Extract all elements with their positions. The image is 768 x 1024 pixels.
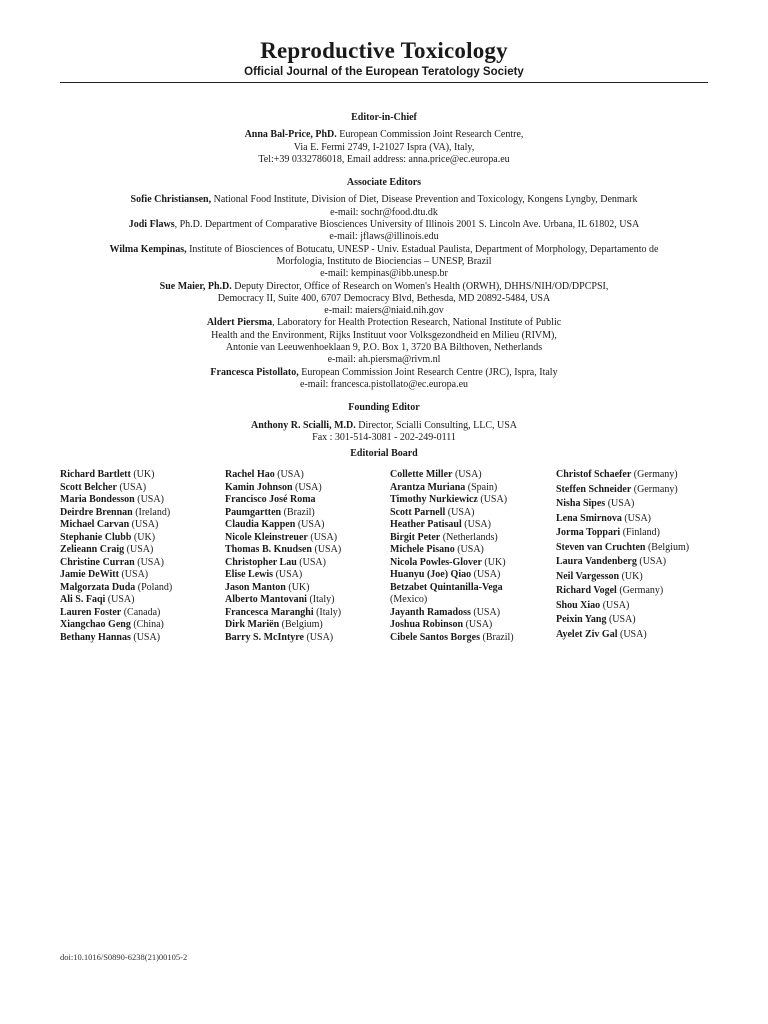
member-country: (Belgium) xyxy=(647,541,690,553)
board-member xyxy=(225,594,390,606)
member-name: Christopher Lau xyxy=(225,556,297,568)
board-member xyxy=(390,632,555,644)
associate-editor-entry xyxy=(60,317,708,329)
editor-email: e-mail: kempinas@ibb.unesp.br xyxy=(320,268,448,280)
header-divider xyxy=(60,82,708,83)
member-name: Francisco José Roma xyxy=(225,494,316,505)
member-name: Deirdre Brennan xyxy=(60,506,133,518)
board-member xyxy=(390,619,555,631)
board-member xyxy=(390,469,555,481)
member-name: Joshua Robinson xyxy=(390,619,464,630)
board-column xyxy=(556,469,721,643)
board-member xyxy=(225,482,390,494)
editor-name: Aldert Piersma xyxy=(206,317,273,329)
board-member xyxy=(60,532,225,544)
member-country: (USA) xyxy=(126,544,154,555)
member-country: (USA) xyxy=(131,519,159,530)
journal-title: Reproductive Toxicology xyxy=(260,38,508,63)
section-heading: Associate Editors xyxy=(346,177,422,189)
member-name: Jamie DeWitt xyxy=(60,569,119,580)
member-name: Birgit Peter xyxy=(390,531,441,543)
member-name: Nicole Kleinstreuer xyxy=(225,531,308,543)
board-member xyxy=(60,494,225,506)
member-country: (USA) xyxy=(619,628,647,640)
member-country: (USA) xyxy=(639,556,667,567)
board-member xyxy=(556,484,721,496)
editors-content xyxy=(60,112,708,455)
board-member xyxy=(60,469,225,481)
board-member xyxy=(556,614,721,626)
member-country: (Poland) xyxy=(137,581,173,593)
editorial-board-heading: Editorial Board xyxy=(350,448,418,459)
board-member xyxy=(225,569,390,581)
member-name: Christine Curran xyxy=(60,556,135,568)
board-member xyxy=(60,557,225,569)
member-name: Peixin Yang xyxy=(556,614,607,625)
board-member xyxy=(225,619,390,631)
board-member xyxy=(556,542,721,554)
associate-editors-section xyxy=(60,177,708,391)
board-member xyxy=(225,494,390,506)
member-name: Scott Belcher xyxy=(60,481,117,493)
board-member xyxy=(556,629,721,641)
section-heading: Founding Editor xyxy=(348,402,420,414)
member-name: Neil Vargesson xyxy=(556,570,620,582)
board-member xyxy=(390,582,555,594)
board-member xyxy=(390,607,555,619)
member-name: Heather Patisaul xyxy=(390,519,462,530)
board-member xyxy=(225,544,390,556)
masthead xyxy=(60,38,708,79)
member-name: Claudia Kappen xyxy=(225,519,296,530)
member-name: Zelieann Craig xyxy=(60,544,125,555)
board-member xyxy=(225,507,390,519)
board-member xyxy=(60,619,225,631)
board-member xyxy=(225,582,390,594)
member-country: (USA) xyxy=(277,469,304,480)
editor-email: e-mail: jflaws@illinois.edu xyxy=(329,231,439,243)
member-country: (USA) xyxy=(275,569,303,580)
member-name: Collette Miller xyxy=(390,469,453,480)
board-member xyxy=(390,569,555,581)
member-country: (USA) xyxy=(473,569,501,580)
member-country: (China) xyxy=(133,619,164,630)
member-country: (USA) xyxy=(314,544,342,555)
board-column xyxy=(390,469,555,644)
board-member xyxy=(390,594,555,606)
member-country: (Brazil) xyxy=(283,506,315,518)
member-name: Nisha Sipes xyxy=(556,498,606,509)
member-name: Richard Bartlett xyxy=(60,469,131,480)
member-name: Kamin Johnson xyxy=(225,481,293,493)
board-member xyxy=(556,585,721,597)
board-member xyxy=(390,544,555,556)
member-country: (USA) xyxy=(480,494,508,505)
editor-name: Wilma Kempinas, xyxy=(109,243,187,255)
member-name: Maria Bondesson xyxy=(60,494,135,505)
member-name: Dirk Mariën xyxy=(225,619,280,630)
editor-in-chief-section xyxy=(60,112,708,166)
member-country: (Italy) xyxy=(316,606,342,618)
editor-contact-line: Tel:+39 0332786018, Email address: anna.price@ec.europa.eu xyxy=(258,153,510,165)
board-column xyxy=(60,469,225,644)
member-name: Laura Vandenberg xyxy=(556,556,637,567)
member-country: (Ireland) xyxy=(135,506,171,518)
board-member xyxy=(225,469,390,481)
member-country: (UK) xyxy=(484,556,506,568)
board-member xyxy=(390,482,555,494)
editor-name: Sofie Christiansen, xyxy=(130,194,212,206)
member-country: (Belgium) xyxy=(281,619,323,630)
board-member xyxy=(225,607,390,619)
member-country: (USA) xyxy=(464,519,491,530)
member-name: Timothy Nurkiewicz xyxy=(390,494,478,505)
editor-contact-line: Fax : 301-514-3081 - 202-249-0111 xyxy=(312,431,456,443)
board-member xyxy=(60,632,225,644)
editor-name: Francesca Pistollato, xyxy=(210,366,299,378)
member-country: (USA) xyxy=(137,494,164,505)
associate-editor-entry xyxy=(60,194,708,206)
member-name: Jason Manton xyxy=(225,581,286,593)
member-country: (Germany) xyxy=(633,469,678,480)
editor-line: Health and the Environment, Rijks Instituut voor Volksgezondheid en Milieu (RIVM), xyxy=(211,329,557,341)
editor-name: Anna Bal-Price, PhD. xyxy=(244,129,337,141)
board-member xyxy=(60,482,225,494)
member-country: (USA) xyxy=(473,606,501,618)
member-name: Francesca Maranghi xyxy=(225,606,314,618)
member-name: Elise Lewis xyxy=(225,569,274,580)
editor-line: Morfologia, Instituto de Biociencias – UNESP, Brazil xyxy=(276,255,492,267)
board-member xyxy=(225,632,390,644)
board-member xyxy=(556,469,721,481)
member-name: Richard Vogel xyxy=(556,585,617,596)
board-member xyxy=(390,507,555,519)
member-country: (Germany) xyxy=(619,585,664,596)
section-heading: Editor-in-Chief xyxy=(351,112,417,123)
board-member xyxy=(225,557,390,569)
board-member xyxy=(390,557,555,569)
board-member xyxy=(60,607,225,619)
board-member xyxy=(556,600,721,612)
editor-email: e-mail: ah.piersma@rivm.nl xyxy=(327,354,441,366)
member-name: Ali S. Faqi xyxy=(60,594,106,605)
member-name: Lena Smirnova xyxy=(556,512,622,524)
member-name: Scott Parnell xyxy=(390,506,446,518)
board-member xyxy=(60,519,225,531)
member-country: (USA) xyxy=(624,512,652,524)
doi-footer: doi:10.1016/S0890-6238(21)00105-2 xyxy=(60,952,188,962)
member-country: (UK) xyxy=(133,531,156,543)
board-member xyxy=(556,498,721,510)
editor-line: , Ph.D. Department of Comparative Biosciences University of Illinois 2001 S. Lincoln Ave. Urbana, IL 61802, USA xyxy=(174,219,640,231)
member-name: Bethany Hannas xyxy=(60,631,131,643)
editor-email: e-mail: maiers@niaid.nih.gov xyxy=(324,305,444,317)
editor-line: Deputy Director, Office of Research on Women's Health (ORWH), DHHS/NIH/OD/DPCPSI, xyxy=(234,280,609,292)
member-name: Michele Pisano xyxy=(390,544,455,555)
editor-line: European Commission Joint Research Centre (JRC), Ispra, Italy xyxy=(301,366,558,378)
member-country: (Mexico) xyxy=(390,594,428,605)
member-country: (Netherlands) xyxy=(442,531,498,543)
board-member xyxy=(390,494,555,506)
member-country: (USA) xyxy=(454,469,482,480)
board-member xyxy=(556,527,721,539)
associate-editor-entry xyxy=(60,244,708,256)
member-name: Arantza Muriana xyxy=(390,481,466,493)
member-country: (USA) xyxy=(107,594,135,605)
associate-editor-entry xyxy=(60,367,708,379)
member-name: Betzabet Quintanilla-Vega xyxy=(390,581,503,593)
member-country: (UK) xyxy=(621,570,643,582)
member-country: (USA) xyxy=(447,506,475,518)
member-name: Ayelet Ziv Gal xyxy=(556,628,618,640)
editor-name: Jodi Flaws xyxy=(128,219,175,231)
editor-line: European Commission Joint Research Centre, xyxy=(339,129,524,141)
member-name: Paumgartten xyxy=(225,506,282,518)
board-member xyxy=(60,582,225,594)
board-member xyxy=(556,571,721,583)
member-country: (USA) xyxy=(137,556,164,568)
member-country: (USA) xyxy=(121,569,149,580)
member-name: Lauren Foster xyxy=(60,606,122,618)
member-name: Stephanie Clubb xyxy=(60,531,132,543)
member-name: Malgorzata Duda xyxy=(60,581,136,593)
journal-subtitle: Official Journal of the European Teratology Society xyxy=(244,66,524,78)
board-member xyxy=(60,544,225,556)
editor-line: Institute of Biosciences of Botucatu, UNESP - Univ. Estadual Paulista, Department of Morphology, Departamento de xyxy=(189,243,659,255)
member-country: (USA) xyxy=(306,631,334,643)
member-name: Steven van Cruchten xyxy=(556,541,646,553)
member-country: (Finland) xyxy=(622,527,660,538)
member-country: (Canada) xyxy=(123,606,161,618)
member-name: Jorma Toppari xyxy=(556,527,621,538)
member-country: (USA) xyxy=(602,599,630,611)
member-country: (Spain) xyxy=(467,481,498,493)
member-country: (USA) xyxy=(465,619,493,630)
editor-in-chief-entry xyxy=(60,129,708,141)
member-name: Jayanth Ramadoss xyxy=(390,606,471,618)
editor-email: e-mail: francesca.pistollato@ec.europa.eu xyxy=(299,378,469,390)
member-country: (UK) xyxy=(288,581,310,593)
board-member xyxy=(390,532,555,544)
associate-editor-entry xyxy=(60,219,708,231)
member-name: Shou Xiao xyxy=(556,599,601,611)
member-name: Cibele Santos Borges xyxy=(390,631,480,643)
member-name: Michael Carvan xyxy=(60,519,130,530)
board-member xyxy=(60,594,225,606)
editor-line: , Laboratory for Health Protection Research, National Institute of Public xyxy=(272,317,562,329)
member-country: (USA) xyxy=(297,519,325,530)
board-member xyxy=(225,532,390,544)
member-country: (UK) xyxy=(133,469,155,480)
founding-editor-section xyxy=(60,402,708,444)
member-name: Thomas B. Knudsen xyxy=(225,544,312,555)
member-name: Nicola Powles-Glover xyxy=(390,556,482,568)
board-member xyxy=(60,507,225,519)
member-name: Christof Schaefer xyxy=(556,469,632,480)
editor-line: Democracy II, Suite 400, 6707 Democracy Blvd, Bethesda, MD 20892-5484, USA xyxy=(217,292,551,304)
editor-name: Anthony R. Scialli, M.D. xyxy=(251,419,356,431)
member-name: Steffen Schneider xyxy=(556,483,632,495)
member-country: (USA) xyxy=(607,498,635,509)
board-member xyxy=(225,519,390,531)
editor-name: Sue Maier, Ph.D. xyxy=(159,280,232,292)
member-country: (Brazil) xyxy=(482,631,514,643)
board-member xyxy=(556,556,721,568)
member-name: Alberto Mantovani xyxy=(225,594,307,605)
member-country: (Germany) xyxy=(633,483,678,495)
member-country: (USA) xyxy=(299,556,326,568)
member-country: (USA) xyxy=(119,481,147,493)
editor-line: Via E. Fermi 2749, I-21027 Ispra (VA), Italy, xyxy=(293,141,475,153)
member-country: (USA) xyxy=(295,481,322,493)
member-country: (USA) xyxy=(608,614,636,625)
board-member xyxy=(60,569,225,581)
member-country: (Italy) xyxy=(309,594,335,605)
board-column xyxy=(225,469,390,644)
member-name: Huanyu (Joe) Qiao xyxy=(390,569,472,580)
editor-line: Director, Scialli Consulting, LLC, USA xyxy=(358,419,517,431)
member-name: Rachel Hao xyxy=(225,469,275,480)
member-country: (USA) xyxy=(457,544,484,555)
editor-line: Antonie van Leeuwenhoeklaan 9, P.O. Box 1, 3720 BA Bilthoven, Netherlands xyxy=(225,342,543,354)
founding-editor-entry xyxy=(60,420,708,432)
member-country: (USA) xyxy=(310,531,338,543)
editor-email: e-mail: sochr@food.dtu.dk xyxy=(330,206,438,218)
member-name: Xiangchao Geng xyxy=(60,619,131,630)
board-member xyxy=(390,519,555,531)
board-member xyxy=(556,513,721,525)
associate-editor-entry xyxy=(60,281,708,293)
member-country: (USA) xyxy=(133,631,161,643)
editor-line: National Food Institute, Division of Diet, Disease Prevention and Toxicology, Kongens Lyngby, Denmark xyxy=(213,194,638,206)
member-name: Barry S. McIntyre xyxy=(225,631,304,643)
